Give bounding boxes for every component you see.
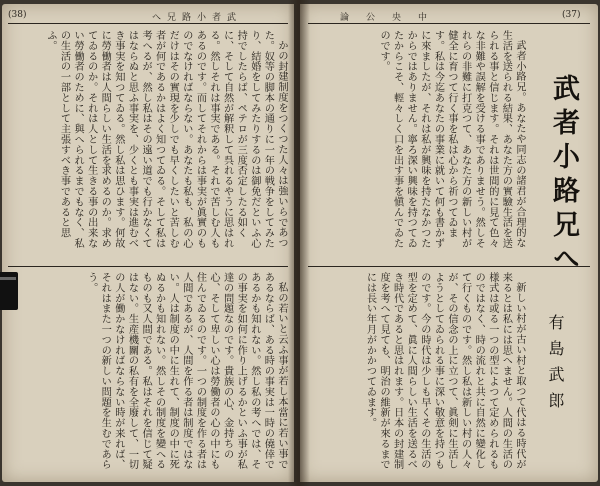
- column-separator-right: [308, 266, 590, 267]
- article-title: 武者小路兄へ: [548, 74, 579, 278]
- right-lower-text: 新しい村が古い村と取つて代はる時代が来るとは私には思へません。人間の生活の様式は或る一つの型によつて定められるものではなく、時の流れと共に自然に變化して行くものです。然し私は新しい村の人々が、その信念の上に立つて、眞剣に生活しようとしてゐられる事に深い敬意を持つものです。今の時代は少しも早くその生活の型を定めて、眞に人間らしい生活を送るべき時代であると思はれます。日本の封建制度を考へて見ても、明治の維新が來るまでには長い年月がかかつてゐます。: [364, 272, 525, 470]
- left-page: [2, 4, 294, 482]
- running-head-left: へ兄路小者武: [152, 13, 243, 23]
- binding-clip-highlight: [0, 277, 16, 280]
- left-lower-text: 私の若いと云ふ事が若し本當に若い事であるならば、ある時の事実は一時の僥倖であるかも知れない。然し私の考へでは、その事実を如何に作り上げるかといふ事が私達の問題なのです。貴族の心、金持ちの心、そして卑しい心は勞働者の心の中にも住んでゐるのです。一つの制度を作る者は人間であるが、人間を作る者は制度ではない。人は制度の中に生れて、制度の中に死ぬるかも知れない。然しその制度を變へるものも又人間である。私はそれを信じて疑はない。生産機關の私有を全廢して、一切の人が働かなければならない時が来れば、それはまた一つの新しい問題を生むであらう。: [85, 272, 287, 470]
- article-author: 有島武郎: [546, 314, 565, 418]
- right-page: [300, 4, 598, 482]
- header-rule-right: [308, 23, 590, 24]
- header-rule-left: [8, 23, 288, 24]
- page-number-left: (38): [8, 10, 27, 20]
- book-gutter: [288, 0, 310, 486]
- left-upper-text: かの封建制度をつくつた人々は強いらであつた。奴等の脚本の通りに一年の戦争をしてみたり、結婚をしてみたりするのは御免だといふ心持でしたらば、ペテロが三度否定したる如くに、そして自然が解釈して呉れるやうに思はれる。然しそれは事実である。それで苦しむ人もあるのです。而してそれからは事実が眞實のものでなければならない。あなたも私も、私の心だけはその實現を少しでも早くしたいと苦しむ者が何であるかはよく知つてゐる。そして私は考へるが、然し私はその遠い道でも行かなくてはならぬと思ふ事実を、少くとも事実は進むべき事実を知つてゐる。然し私は思ひます。何故に勞働者は人間らしい生活を求めるのか。求めてゐるのか。それは人として生きる事の出来ない勞働者のために、與へられるまでもなく、私の生活の一部として主張すべき事であると思ふ。: [44, 30, 287, 249]
- right-upper-text: 武者小路兄。あなたや同志の諸君が合理的な生活を送られる結果、あなた方の實驗生活を送られる事と信じます。それは世間的に見て色々な非難や誤解を受ける事でありませう。然しそれらの非難に打克つて、あなた方の新しい村が健全に育つて行く事を私は心から祈つてゐます。私は今迄あなたの事業に就いて何も書かずに來ましたが、それは私が興味を持たなかつたからではありません。寧ろ深い興味を持つてゐたからこそ、輕々しく口を出す事を愼んでゐたのです。: [378, 30, 525, 249]
- column-separator-left: [8, 266, 288, 267]
- left-upper-column: [12, 30, 288, 258]
- page-number-right: (37): [562, 10, 581, 20]
- right-lower-column: [308, 272, 526, 472]
- right-upper-column: [308, 30, 526, 258]
- left-lower-column: [12, 272, 288, 472]
- running-head-right: 論 公 央 中: [340, 13, 432, 23]
